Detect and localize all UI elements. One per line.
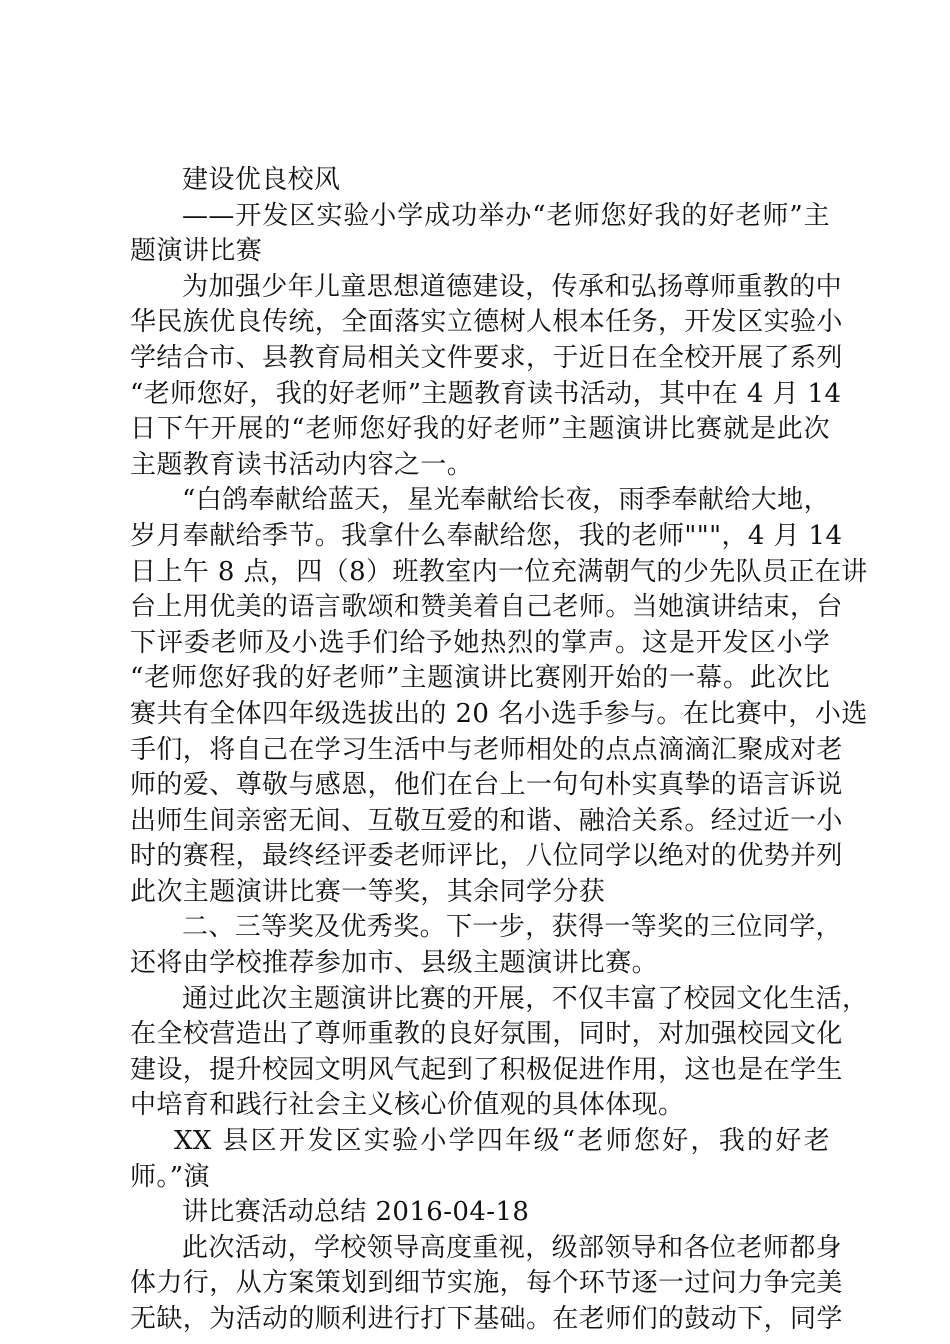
document-subtitle-line: 题演讲比赛 (130, 236, 263, 267)
text-line: 主题教育读书活动内容之一。 (130, 449, 474, 480)
text-line: 时的赛程，最终经评委老师评比，八位同学以绝对的优势并列 (130, 841, 843, 872)
text-line: 为加强少年儿童思想道德建设，传承和弘扬尊师重教的中 (182, 271, 843, 302)
text-line: 在全校营造出了尊师重教的良好氛围，同时，对加强校园文化 (130, 1019, 843, 1050)
text-line: 师的爱、尊敬与感恩，他们在台上一句句朴实真挚的语言诉说 (130, 770, 843, 801)
text-line: 通过此次主题演讲比赛的开展，不仅丰富了校园文化生活， (182, 983, 869, 1014)
text-line: 二、三等奖及优秀奖。下一步，获得一等奖的三位同学， (182, 912, 843, 943)
text-line: 此次活动，学校领导高度重视，级部领导和各位老师都身 (182, 1232, 843, 1263)
text-line: 华民族优良传统，全面落实立德树人根本任务，开发区实验小 (130, 307, 843, 338)
text-line: 日下午开展的“老师您好我的好老师”主题演讲比赛就是此次 (130, 414, 830, 445)
text-line: XX 县区开发区实验小学四年级“老师您好，我的好老 (174, 1126, 830, 1157)
text-line: 出师生间亲密无间、互敬互爱的和谐、融洽关系。经过近一小 (130, 805, 843, 836)
document-subtitle-line: ——开发区实验小学成功举办“老师您好我的好老师”主 (182, 200, 830, 231)
text-line: 还将由学校推荐参加市、县级主题演讲比赛。 (130, 948, 659, 979)
text-line: 台上用优美的语言歌颂和赞美着自己老师。当她演讲结束，台 (130, 592, 843, 623)
text-line: 师。”演 (130, 1161, 210, 1192)
text-line: 建设，提升校园文明风气起到了积极促进作用，这也是在学生 (130, 1054, 843, 1085)
text-line: 赛共有全体四年级选拔出的 20 名小选手参与。在比赛中，小选 (130, 698, 868, 729)
text-line: 岁月奉献给季节。我拿什么奉献给您，我的老师"""，4 月 14 (130, 520, 843, 551)
text-line: 此次主题演讲比赛一等奖，其余同学分获 (130, 876, 606, 907)
text-line: 中培育和践行社会主义核心价值观的具体体现。 (130, 1090, 685, 1121)
document-page (130, 163, 869, 1338)
text-line: “老师您好，我的好老师”主题教育读书活动，其中在 4 月 14 (130, 378, 842, 409)
document-title: 建设优良校风 (182, 165, 341, 195)
text-line: 下评委老师及小选手们给予她热烈的掌声。这是开发区小学 (130, 627, 830, 658)
text-line: 无缺，为活动的顺利进行打下基础。在老师们的鼓动下，同学 (130, 1304, 843, 1334)
text-line: “老师您好我的好老师”主题演讲比赛刚开始的一幕。此次比 (130, 663, 830, 694)
text-line: 体力行，从方案策划到细节实施，每个环节逐一过问力争完美 (130, 1268, 843, 1299)
text-line: 讲比赛活动总结 2016-04-18 (182, 1197, 530, 1228)
text-line: 日上午 8 点，四（8）班教室内一位充满朝气的少先队员正在讲 (130, 556, 868, 587)
text-line: 学结合市、县教育局相关文件要求，于近日在全校开展了系列 (130, 342, 843, 373)
text-line: “白鸽奉献给蓝天，星光奉献给长夜，雨季奉献给大地， (182, 485, 830, 516)
text-line: 手们，将自己在学习生活中与老师相处的点点滴滴汇聚成对老 (130, 734, 843, 765)
